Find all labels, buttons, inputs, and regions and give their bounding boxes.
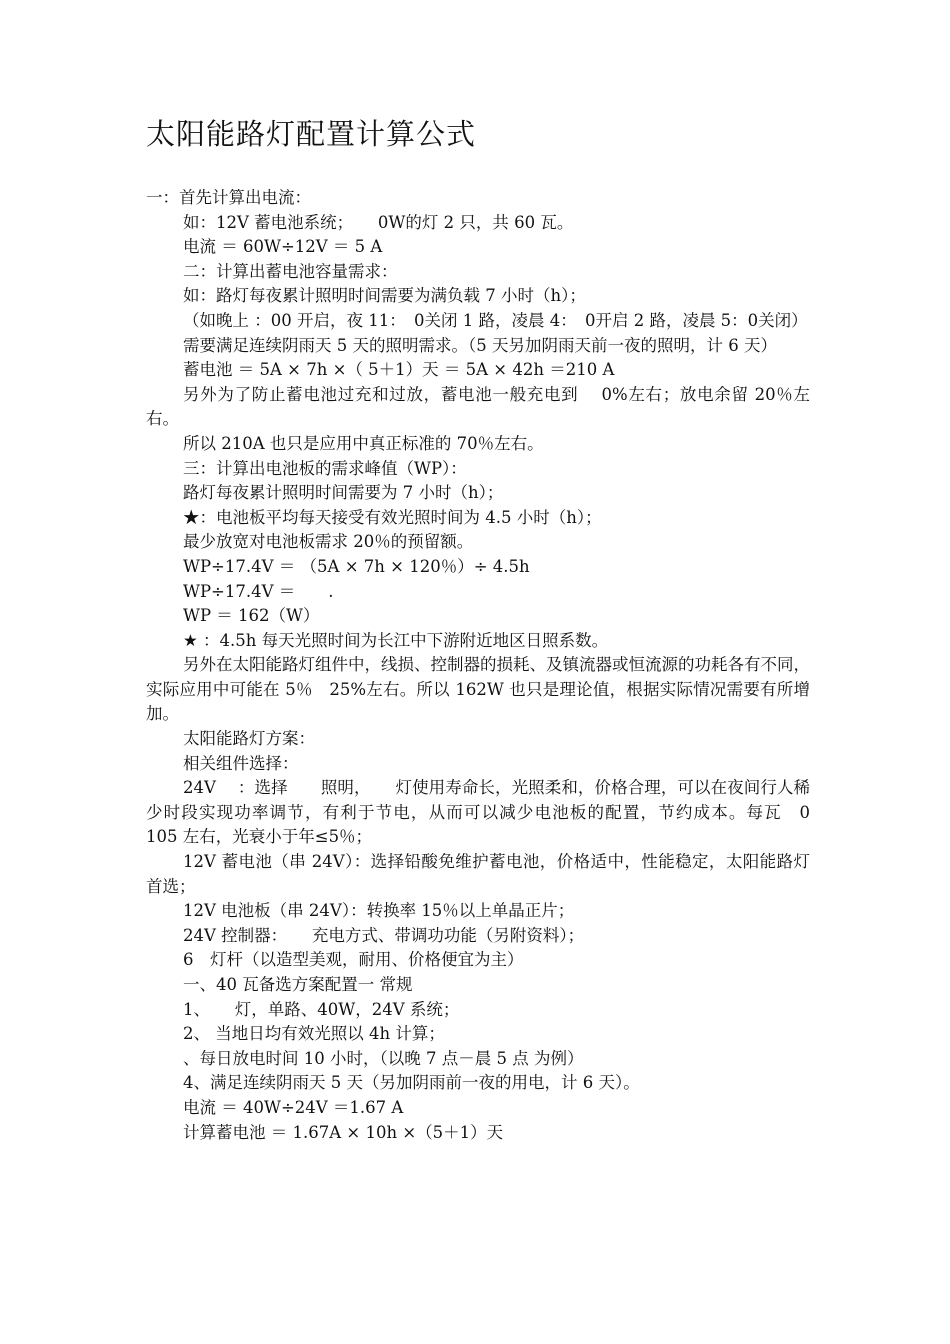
- body-paragraph: 12V 蓄电池（串 24V）：选择铅酸免维护蓄电池，价格适中，性能稳定，太阳能路灯首选；: [146, 852, 810, 896]
- body-paragraph: 另外在太阳能路灯组件中，线损、控制器的损耗、及镇流器或恒流源的功耗各有不同，实际应用中可能在 5％ 25%左右。所以 162W 也只是理论值，根据实际情况需要有所增加。: [146, 655, 810, 724]
- body-paragraph: 24V 控制器： 充电方式、带调功功能（另附资料）；: [183, 925, 585, 945]
- body-paragraph: （如晚上 ：00 开启，夜 11： 0关闭 1 路，凌晨 4： 0开启 2 路，凌晨 5：0关闭）: [183, 310, 808, 330]
- body-paragraph: 太阳能路灯方案：: [183, 729, 315, 749]
- document-body: [146, 186, 827, 1145]
- body-paragraph: 所以 210A 也只是应用中真正标准的 70％左右。: [183, 433, 544, 453]
- body-paragraph: 一、40 瓦备选方案配置一 常规: [183, 975, 413, 994]
- body-paragraph: 如：路灯每夜累计照明时间需要为满负载 7 小时（h）；: [183, 286, 586, 306]
- body-paragraph: 最少放宽对电池板需求 20％的预留额。: [183, 532, 474, 552]
- body-paragraph: 电流 ＝ 40W÷24V ＝1.67 A: [183, 1097, 404, 1117]
- body-paragraph: 三：计算出电池板的需求峰值（WP）：: [183, 458, 467, 478]
- body-paragraph: 2、 当地日均有效光照以 4h 计算；: [183, 1024, 445, 1044]
- body-paragraph: 蓄电池 ＝ 5A × 7h ×（ 5＋1）天 ＝ 5A × 42h ＝210 A: [183, 360, 615, 380]
- body-paragraph: 二：计算出蓄电池容量需求：: [183, 261, 398, 281]
- body-paragraph: 路灯每夜累计照明时间需要为 7 小时（h）；: [183, 483, 504, 503]
- body-paragraph: 4、满足连续阴雨天 5 天（另加阴雨前一夜的用电，计 6 天）。: [183, 1073, 640, 1093]
- body-paragraph: 另外为了防止蓄电池过充和过放，蓄电池一般充电到 0%左右；放电余留 20％左右。: [146, 384, 810, 429]
- body-paragraph: 、每日放电时间 10 小时，（以晚 7 点－晨 5 点 为例）: [183, 1048, 584, 1068]
- body-paragraph: 相关组件选择：: [183, 753, 299, 773]
- body-paragraph: ★：电池板平均每天接受有效光照时间为 4.5 小时（h）；: [183, 507, 602, 527]
- body-paragraph: WP÷17.4V ＝ .: [183, 581, 334, 601]
- body-paragraph: WP ＝ 162（W）: [183, 606, 320, 626]
- body-paragraph: 一：首先计算出电流：: [146, 188, 311, 207]
- body-paragraph: ★ ：4.5h 每天光照时间为长江中下游附近地区日照系数。: [183, 630, 609, 650]
- body-paragraph: 24V ：选择 照明， 灯使用寿命长，光照柔和，价格合理，可以在夜间行人稀少时段实现功率调节，有利于节电，从而可以减少电池板的配置，节约成本。每瓦 0 105 左右，光衰小于年≤5％；: [146, 778, 827, 847]
- body-paragraph: 6 灯杆（以造型美观，耐用、价格便宜为主）: [183, 950, 524, 970]
- body-paragraph: 12V 电池板（串 24V）：转换率 15％以上单晶正片；: [183, 901, 575, 921]
- body-paragraph: 需要满足连续阴雨天 5 天的照明需求。（5 天另加阴雨天前一夜的照明，计 6 天）: [183, 335, 777, 355]
- body-paragraph: WP÷17.4V ＝ （5A × 7h × 120％）÷ 4.5h: [183, 556, 530, 576]
- body-paragraph: 如：12V 蓄电池系统； 0W的灯 2 只，共 60 瓦。: [183, 212, 574, 232]
- body-paragraph: 电流 ＝ 60W÷12V ＝ 5 A: [183, 237, 383, 257]
- body-paragraph: 计算蓄电池 ＝ 1.67A × 10h ×（5＋1）天: [183, 1122, 504, 1142]
- body-paragraph: 1、 灯，单路、40W，24V 系统；: [183, 999, 460, 1019]
- document-title: 太阳能路灯配置计算公式: [146, 117, 477, 151]
